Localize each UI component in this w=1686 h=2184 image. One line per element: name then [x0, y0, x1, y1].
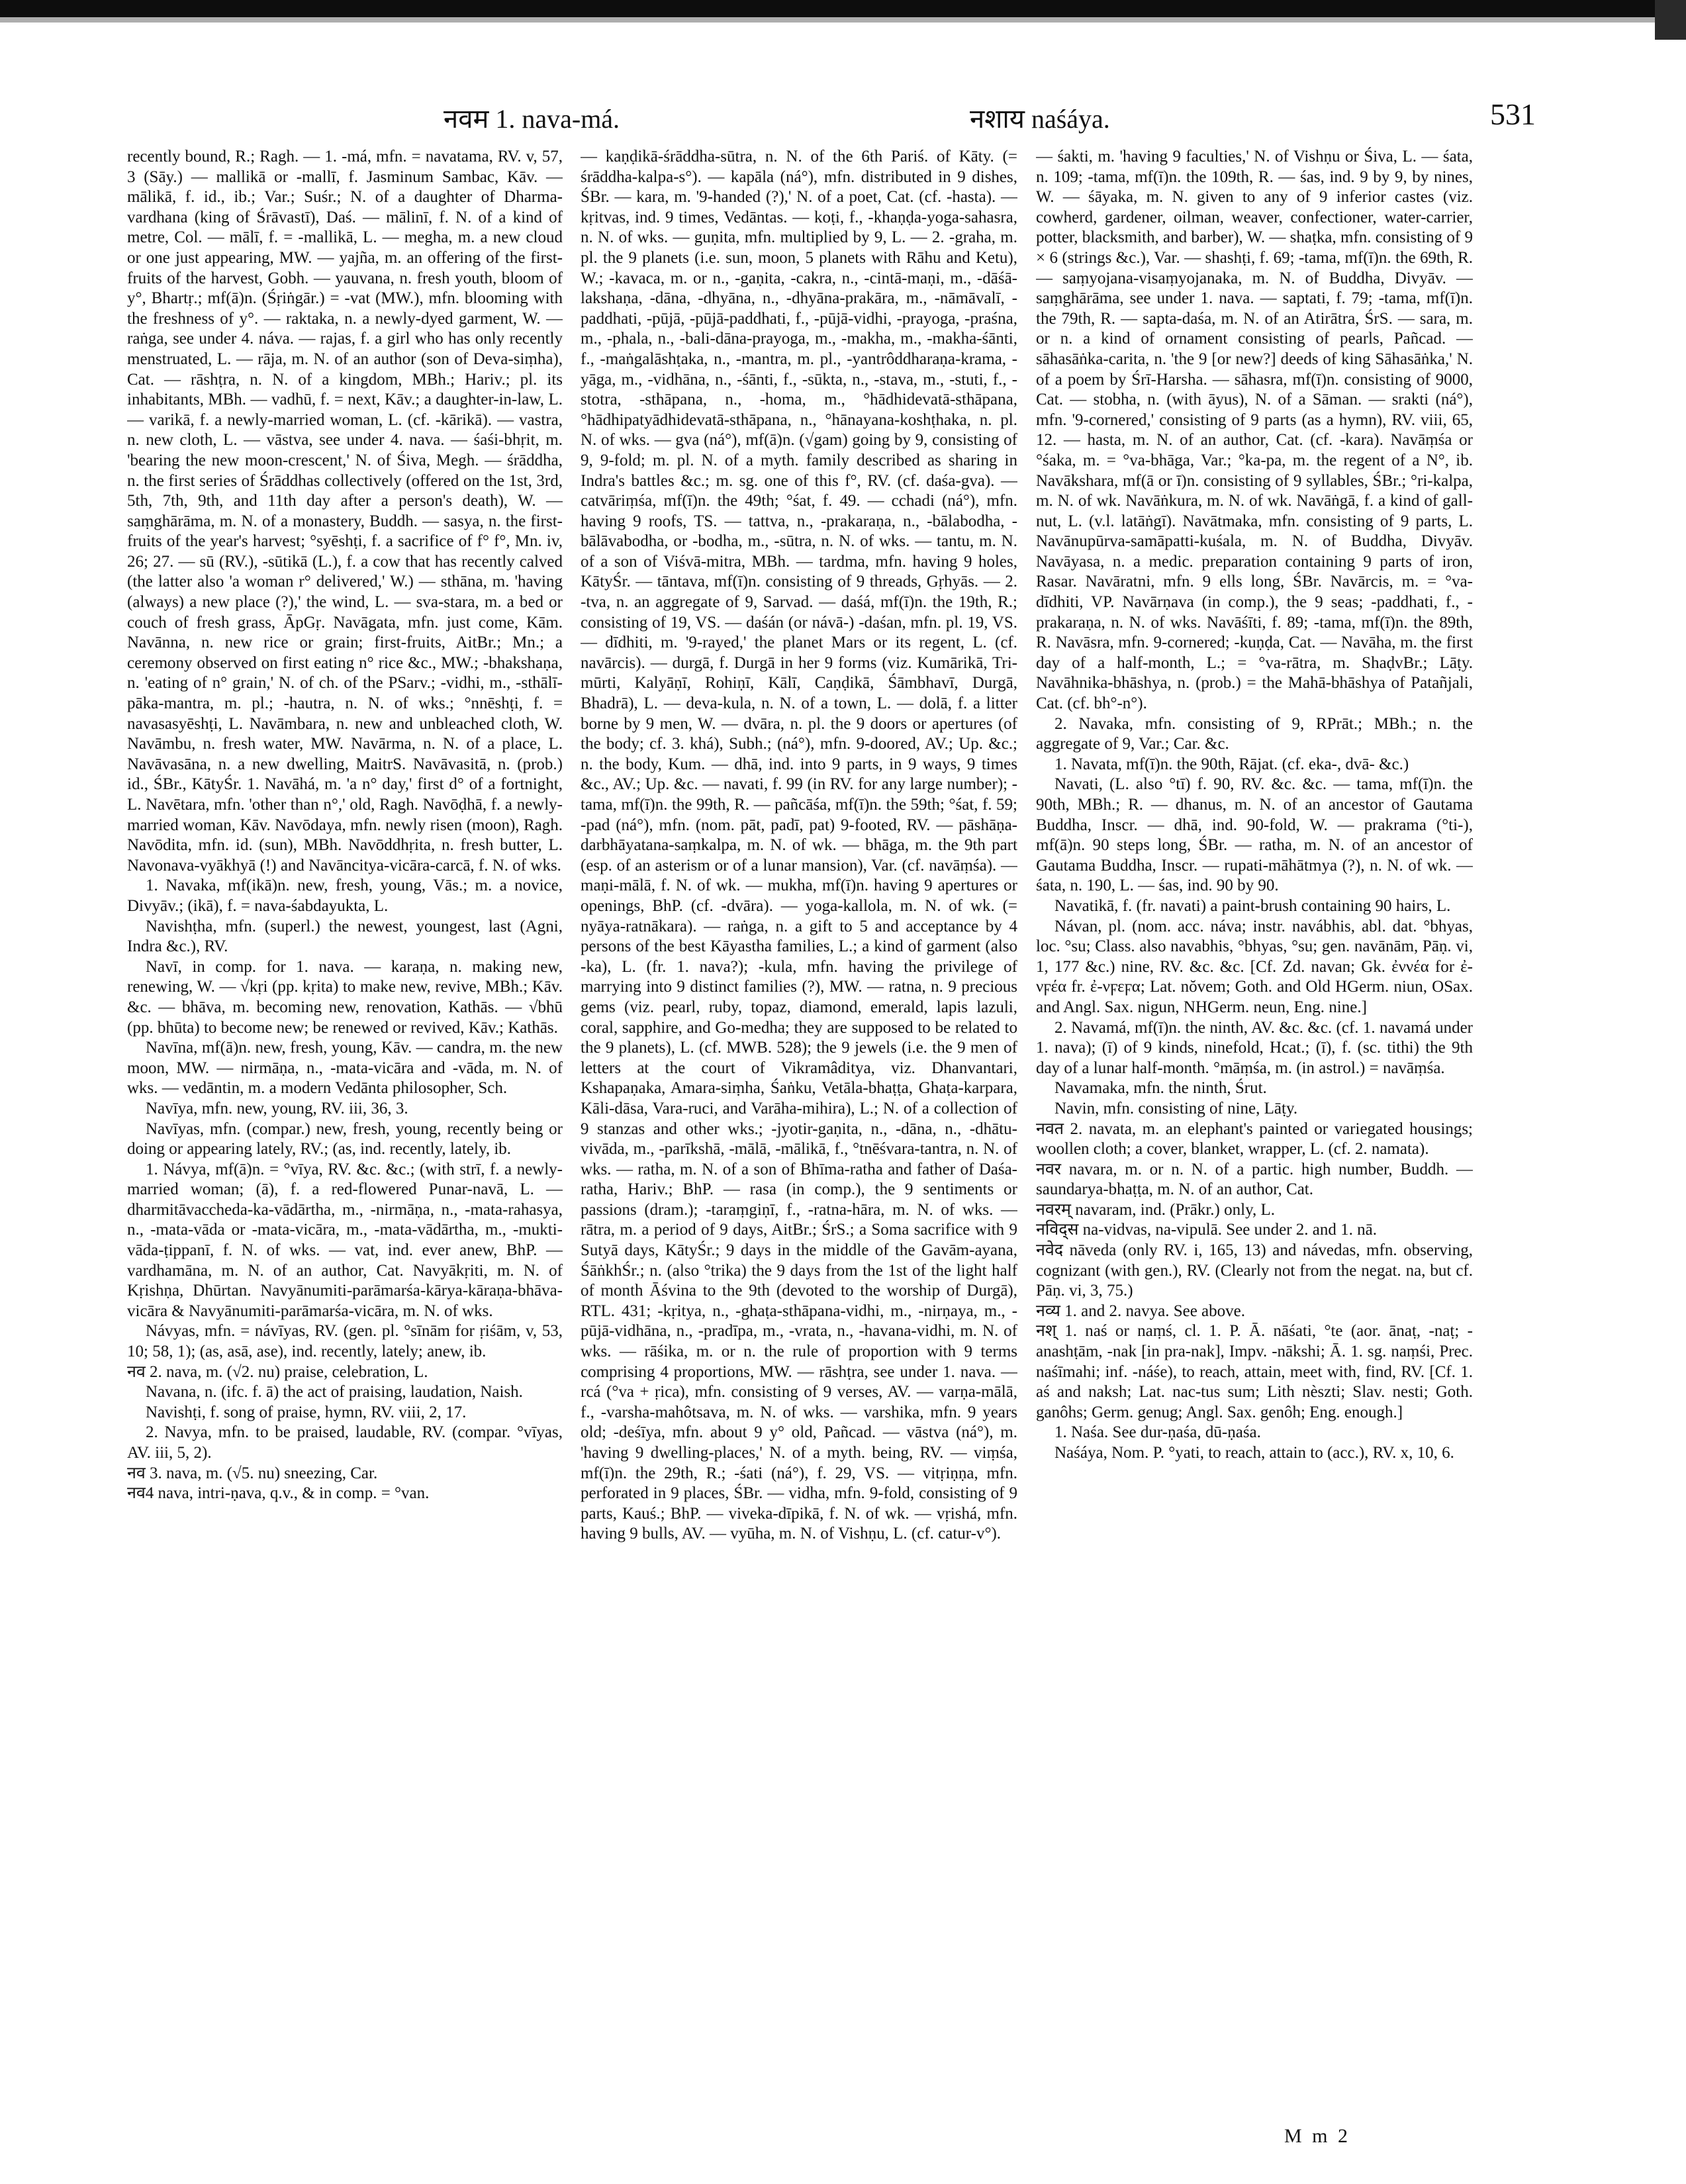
dictionary-entry: 2. Navaka, mfn. consisting of 9, RPrāt.; MBh.; n. the aggregate of 9, Var.; Car. &c.	[1036, 714, 1473, 753]
dictionary-entry: Navana, n. (ifc. f. ā) the act of praising, laudation, Naish.	[146, 1383, 523, 1401]
dictionary-entry: नवत 2. navata, m. an elephant's painted or variegated housings; woollen cloth; a cover, blanket, wrapper, L. (cf. 2. namata).	[1036, 1119, 1473, 1159]
dictionary-entry: नवेद nāveda (only RV. i, 165, 13) and návedas, mfn. observing, cognizant (with gen.), RV. (Clearly not from the negat. na, but cf. Pāṇ. vi, 3, 75.)	[1036, 1241, 1473, 1300]
dictionary-entry: 1. Naśa. See dur-ṇaśa, dū-ṇaśa.	[1054, 1423, 1261, 1442]
dictionary-entry: 1. Návya, mf(ā)n. = °vīya, RV. &c. &c.; (with strī, f. a newly-married woman; (ā), f. a red-flowered Punar-navā, L. — dharmitāvaccheda-ka-vādārtha, m., -nirmāṇa, n., -mata-rahasya, n., -mata-vāda or -mata-vicāra, m., -mata-vādārtha, m., -mukti-vāda-ṭippanī, f. N. of wks. — vat, ind. ever anew, BhP. — vardhamāna, m. N. of an author, Cat. Navyākṛiti, m. N. of Kṛishṇa, Dhūrtan. Navyānumiti-parāmarśa-kārya-kāraṇa-bhāva-vicāra & Navyānumiti-parāmarśa-vicāra, m. N. of wks.	[127, 1160, 563, 1320]
dictionary-column-2	[581, 147, 1017, 2123]
dictionary-entry: Naśáya, Nom. P. °yati, to reach, attain to (acc.), RV. x, 10, 6.	[1054, 1444, 1454, 1462]
dictionary-entry: recently bound, R.; Ragh. — 1. -má, mfn. = navatama, RV. v, 57, 3 (Sāy.) — mallikā or -mallī, f. Jasminum Sambac, Kāv. — mālikā, f. id., ib.; Var.; Suśr.; N. of a daughter of Dharma-vardhana (king of Śrāvastī), Daś. — mālinī, f. N. of a kind of metre, Col. — mālī, f. = -mallikā, L. — megha, m. a new cloud or one just appearing, MW. — yajña, m. an offering of the first-fruits of the harvest, Gobh. — yauvana, n. fresh youth, bloom of y°, Bhartṛ.; mf(ā)n. (Śṛiṅgār.) = -vat (MW.), mfn. blooming with the freshness of y°. — raktaka, n. a newly-dyed garment, W. — raṅga, see under 4. náva. — rajas, f. a girl who has only recently menstruated, L. — rāja, m. N. of an author (son of Deva-siṃha), Cat. — rāshṭra, n. N. of a kingdom, MBh.; Hariv.; pl. its inhabitants, MBh. — vadhū, f. = next, Kāv.; a daughter-in-law, L. — varikā, f. a newly-married woman, L. (cf. -kārikā). — vastra, n. new cloth, L. — vāstva, see under 4. nava. — śaśi-bhṛit, m. 'bearing the new moon-crescent,' N. of Śiva, Megh. — śrāddha, n. the first series of Śrāddhas collectively (offered on the 1st, 3rd, 5th, 7th, 9th, and 11th day after a person's death), W. — saṃghārāma, m. N. of a monastery, Buddh. — sasya, n. the first-fruits of the year's harvest; °syēshṭi, f. a sacrifice of f° f°, Mn. iv, 26; 27. — sū (RV.), -sūtikā (L.), f. a cow that has recently calved (the latter also 'a woman r° delivered,' W.) — sthāna, m. 'having (always) a new place (?),' the wind, L. — sva-stara, m. a bed or couch of fresh grass, ĀpGṛ. Navāgata, mfn. just come, Kām. Navānna, n. new rice or grain; first-fruits, AitBr.; Mn.; a ceremony observed on first eating n° rice &c., MW.; -bhakshaṇa, n. 'eating of n° grain,' N. of ch. of the PSarv.; -vidhi, m., -sthālī-pāka-mantra, m. pl.; -hautra, n. N. of wks.; °nnēshṭi, f. = navasasyēshṭi, L. Navāmbara, n. new and unbleached cloth, W. Navāmbu, n. fresh water, MW. Navārma, n. N. of a place, L. Navāvasāna, n. a new dwelling, MaitrS. Navāvasitā, n. (prob.) id., ŚBr., KātyŚr. 1. Navāhá, m. 'a n° day,' first d° of a fortnight, L. Navētara, mfn. 'other than n°,' old, Ragh. Navōḍhā, f. a newly-married woman, Kāv. Navōdaya, mfn. newly risen (moon), Ragh. Navōdita, mfn. id. (sun), MBh. Navōddhṛita, n. fresh butter, L. Navonava-vyākhyā (!) and Navāncitya-vicāra-carcā, f. N. of wks.	[127, 148, 563, 875]
dictionary-entry: 2. Navamá, mf(ī)n. the ninth, AV. &c. &c. (cf. 1. navamá under 1. nava); (ī) of 9 kinds, ninefold, Hcat.; (ī), f. (sc. tithi) the 9th day of a lunar half-month. °māṃśa, m. (in astrol.) = navāṃśa.	[1036, 1018, 1473, 1077]
signature-mark: M m 2	[1284, 2125, 1351, 2147]
dictionary-entry: Návan, pl. (nom. acc. náva; instr. navábhis, abl. dat. °bhyas, loc. °su; Class. also navabhis, °bhyas, °su; gen. navānām, Pāṇ. vi, 1, 177 &c.) nine, RV. &c. &c. [Cf. Zd. navan; Gk. ἐννέα for ἐ-νϝέα fr. ἐ-νϝεϝα; Lat. nŏvem; Goth. and Old HGerm. niun, OSax. and Angl. Sax. nigun, NHGerm. neun, Eng. nine.]	[1036, 917, 1473, 1016]
dictionary-entry: 2. Navya, mfn. to be praised, laudable, RV. (compar. °vīyas, AV. iii, 5, 2).	[127, 1423, 563, 1462]
dictionary-entry: नव्य 1. and 2. navya. See above.	[1036, 1302, 1246, 1320]
page-header	[126, 99, 1536, 139]
left-running-headword: नवम 1. nava-má.	[444, 104, 620, 134]
page-number: 531	[1490, 97, 1536, 131]
dictionary-column-1	[127, 147, 563, 2123]
dictionary-entry: 1. Navata, mf(ī)n. the 90th, Rājat. (cf. eka-, dvā- &c.)	[1054, 755, 1409, 773]
dictionary-entry: नवर navara, m. or n. N. of a partic. high number, Buddh. — saundarya-bhaṭṭa, m. N. of an author, Cat.	[1036, 1160, 1473, 1199]
dictionary-entry: नश् 1. naś or naṃś, cl. 1. P. Ā. nāśati, °te (aor. ānaṭ, -naṭ; -anashṭām, -nak [in pra-nak], Impv. -nākshi; Ā. 1. sg. naṃśi, Prec. naśīmahi; inf. -náśe), to reach, attain, meet with, find, RV. [Cf. 1. aś and naksh; Lat. nac-tus sum; Lith nèszti; Slav. nesti; Goth. ganôhs; Germ. genug; Angl. Sax. genôh; Eng. enough.]	[1036, 1322, 1473, 1421]
dictionary-entry: Navati, (L. also °tī) f. 90, RV. &c. &c. — tama, mf(ī)n. the 90th, MBh.; R. — dhanus, m. N. of an ancestor of Gautama Buddha, Inscr. — dhā, ind. 90-fold, W. — prakrama (°ti-), mf(ā)n. 90 steps long, ŚBr. — ratha, m. N. of an ancestor of Gautama Buddha, Inscr. — rupati-māhātmya (?), n. N. of wk. — śata, n. 190, L. — śas, ind. 90 by 90.	[1036, 775, 1473, 895]
dictionary-entry: Navī, in comp. for 1. nava. — karaṇa, n. making new, renewing, W. — √kṛi (pp. kṛita) to make new, revive, MBh.; Kāv. &c. — bhāva, m. becoming new, renovation, Kathās. — √bhū (pp. bhūta) to become new; be renewed or revived, Kāv.; Kathās.	[127, 957, 563, 1037]
dictionary-entry: Navīya, mfn. new, young, RV. iii, 36, 3.	[146, 1099, 408, 1117]
dictionary-entry: नव4 nava, intri-ṇava, q.v., & in comp. = °van.	[127, 1484, 430, 1503]
dictionary-entry: Navīyas, mfn. (compar.) new, fresh, young, recently being or doing or appearing lately, RV.; (as, ind. recently, lately, ib.	[127, 1119, 563, 1159]
dictionary-entry: — śakti, m. 'having 9 faculties,' N. of Vishṇu or Śiva, L. — śata, n. 109; -tama, mf(ī)n. the 109th, R. — śas, ind. 9 by 9, by nines, W. — śāyaka, m. N. given to any of 9 inferior castes (viz. cowherd, gardener, oilman, weaver, confectioner, water-carrier, potter, blacksmith, and barber), W. — shaṭka, mfn. consisting of 9 × 6 (strings &c.), Var. — shashṭi, f. 69; -tama, mf(ī)n. the 69th, R. — saṃyojana-visaṃyojanaka, m. N. of Buddha, Divyāv. — saṃghārāma, see under 1. nava. — saptati, f. 79; -tama, mf(ī)n. the 79th, R. — sapta-daśa, m. N. of an Atirātra, ŚrS. — sara, m. or n. a kind of ornament consisting of pearls, Pañcad. — sāhasāṅka-carita, n. 'the 9 [or new?] deeds of king Sāhasāṅka,' N. of a poem by Śrī-Harsha. — sāhasra, mf(ī)n. consisting of 9000, Cat. — stobha, n. (with āyus), N. of a Sāman. — srakti (ná°), mfn. '9-cornered,' consisting of 9 parts (as a hymn), RV. viii, 65, 12. — hasta, m. N. of an author, Cat. (cf. -kara). Navāṃśa or °śaka, m. = °va-bhāga, Var.; °ka-pa, m. the regent of a N°, ib. Navākshara, mf(ā or ī)n. consisting of 9 syllables, ŚBr.; °ri-kalpa, m. N. of wk. Navāṅkura, m. N. of wk. Navāṅgā, f. a kind of gall-nut, L. (v.l. latāṅgī). Navātmaka, mfn. consisting of 9 parts, L. Navānupūrva-samāpatti-kuśala, m. N. of Buddha, Divyāv. Navāyasa, n. a medic. preparation containing 9 parts of iron, Rasar. Navāratni, mfn. 9 ells long, ŚBr. Navārcis, m. = °va-dīdhiti, VP. Navārṇava (in comp.), the 9 seas; -paddhati, f., -prakaraṇa, n. N. of wks. Navāśīti, f. 89; -tama, mf(ī)n. the 89th, R. Navāsra, mfn. 9-cornered; -kuṇḍa, Cat. — Navāha, m. the first day of a half-month, L.; = °va-rātra, m. ShaḍvBr.; Lāṭy. Navāhnika-bhāshya, n. (prob.) = the Mahā-bhāshya of Patañjali, Cat. (cf. bh°-n°).	[1036, 148, 1473, 713]
scan-top-edge	[0, 17, 1686, 23]
dictionary-entry: नव 3. nava, m. (√5. nu) sneezing, Car.	[127, 1464, 378, 1482]
dictionary-entry: Navin, mfn. consisting of nine, Lāṭy.	[1054, 1099, 1298, 1117]
dictionary-entry: Navamaka, mfn. the ninth, Śrut.	[1054, 1079, 1267, 1098]
scan-mark	[1655, 0, 1686, 40]
dictionary-entry: 1. Navaka, mf(ikā)n. new, fresh, young, Vās.; m. a novice, Divyāv.; (ikā), f. = nava-śabdayukta, L.	[127, 877, 563, 915]
dictionary-entry: नविद्स na-vidvas, na-vipulā. See under 2. and 1. nā.	[1036, 1221, 1377, 1239]
scan-top-bar	[0, 0, 1686, 17]
right-running-headword: नशाय naśáya.	[970, 104, 1110, 134]
dictionary-column-3	[1036, 147, 1473, 2123]
dictionary-entry: Navishṭi, f. song of praise, hymn, RV. viii, 2, 17.	[146, 1403, 467, 1421]
dictionary-entry: Navīna, mf(ā)n. new, fresh, young, Kāv. — candra, m. the new moon, MW. — nirmāṇa, n., -mata-vicāra and -vāda, m. N. of wks. — vedāntin, m. a modern Vedānta philosopher, Sch.	[127, 1039, 563, 1098]
dictionary-entry: Návyas, mfn. = návīyas, RV. (gen. pl. °sīnām for ṛiśām, v, 53, 10; 58, 1); (as, asā, ase), ind. recently, lately; anew, ib.	[127, 1322, 563, 1361]
dictionary-entry: नव 2. nava, m. (√2. nu) praise, celebration, L.	[127, 1362, 428, 1381]
dictionary-entry: Navatikā, f. (fr. navati) a paint-brush containing 90 hairs, L.	[1054, 896, 1451, 915]
dictionary-entry: Navishṭha, mfn. (superl.) the newest, youngest, last (Agni, Indra &c.), RV.	[127, 917, 563, 956]
dictionary-entry: नवरम् navaram, ind. (Prākr.) only, L.	[1036, 1200, 1275, 1219]
dictionary-entry: — kaṇḍikā-śrāddha-sūtra, n. N. of the 6th Pariś. of Kāty. (= śrāddha-kalpa-s°). — kapāla (ná°), mfn. distributed in 9 dishes, ŚBr. — kara, m. '9-handed (?),' N. of a poet, Cat. (cf. -hasta). — kṛitvas, ind. 9 times, Vedāntas. — koṭi, f., -khaṇḍa-yoga-sahasra, n. N. of wks. — guṇita, mfn. multiplied by 9, L. — 2. -graha, m. pl. the 9 planets (i.e. sun, moon, 5 planets with Rāhu and Ketu), W.; -kavaca, m. or n., -gaṇita, -cakra, n., -cintā-maṇi, m., -dāśā-lakshaṇa, -dāna, -dhyāna, n., -dhyāna-prakāra, m., -nāmāvalī, -paddhati, -pūjā, -pūjā-paddhati, f., -pūjā-vidhi, -prayoga, -praśna, m., -phala, n., -bali-dāna-prayoga, m., -makha, m., -makha-śānti, f., -maṅgalāshṭaka, n., -mantra, m. pl., -yantrôddharaṇa-krama, -yāga, m., -vidhāna, n., -śānti, f., -sūkta, n., -stava, m., -stuti, f., -stotra, -sthāpana, n., -homa, m., °hādhidevatā-sthāpana, °hādhipatyādhidevatā-sthāpana, n., °hānayana-koshṭhaka, n. pl. N. of wks. — gva (ná°), mf(ā)n. (√gam) going by 9, consisting of 9, 9-fold; m. pl. N. of a myth. family described as sharing in Indra's battles &c.; m. sg. one of this f°, RV. (cf. daśa-gva). — catvāriṃśa, mf(ī)n. the 49th; °śat, f. 49. — cchadi (ná°), mfn. having 9 roofs, TS. — tattva, n., -prakaraṇa, n., -bālabodha, -bālāvabodha, or -bodha, m., -sūtra, n. N. of wks. — tantu, m. N. of a son of Viśvā-mitra, MBh. — tardma, mfn. having 9 holes, KātyŚr. — tāntava, mf(ī)n. consisting of 9 threads, Gṛhyās. — 2. -tva, n. an aggregate of 9, Sarvad. — daśá, mf(ī)n. the 19th, R.; consisting of 19, VS. — daśán (or návā-) -daśan, mfn. pl. 19, VS. — dīdhiti, m. '9-rayed,' the planet Mars or its regent, L. (cf. navārcis). — durgā, f. Durgā in her 9 forms (viz. Kumārikā, Tri-mūrti, Kalyāṇī, Rohiṇī, Kālī, Caṇḍikā, Śāmbhavī, Durgā, Bhadrā), L. — deva-kula, n. N. of a town, L. — dolā, f. a litter borne by 9 men, W. — dvāra, n. pl. the 9 doors or apertures (of the body; cf. 3. khá), Subh.; (ná°), mfn. 9-doored, AV.; Up. &c.; n. the body, Kum. — dhā, ind. into 9 parts, in 9 ways, 9 times &c., AV.; Up. &c. — navati, f. 99 (in RV. for any large number); -tama, mf(ī)n. the 99th, R. — pañcāśa, mf(ī)n. the 59th; °śat, f. 59; -pad (ná°), mfn. (nom. pāt, padī, pat) 9-footed, RV. — pāshāṇa-darbhāyatana-saṃkalpa, m. N. of wk. — bhāga, m. the 9th part (esp. of an asterism or of a lunar mansion), Var. (cf. navāṃśa). — maṇi-mālā, f. N. of wk. — mukha, mf(ī)n. having 9 apertures or openings, BhP. (cf. -dvāra). — yoga-kallola, m. N. of wk. (= nyāya-ratnākara). — raṅga, n. a gift to 5 and acceptance by 4 persons of the best Kāyastha families, L.; a kind of garment (also -ka), L. (fr. 1. nava?); -kula, mfn. having the privilege of marrying into 9 distinct families (?), MW. — ratna, n. 9 precious gems (viz. pearl, ruby, topaz, diamond, emerald, lapis lazuli, coral, sapphire, and Go-medha; they are supposed to be related to the 9 planets), L. (cf. MWB. 528); the 9 jewels (i.e. the 9 men of letters at the court of Vikramâditya, viz. Dhanvantari, Kshapaṇaka, Amara-siṃha, Śaṅku, Vetāla-bhaṭṭa, Ghaṭa-karpara, Kāli-dāsa, Vara-ruci, and Varāha-mihira), L.; N. of a collection of 9 stanzas and other wks.; -jyotir-gaṇita, n., -dāna, n., -dhātu-vivāda, m., -parīkshā, -mālā, -mālikā, f., °tnēśvara-tantra, n. N. of wks. — ratha, m. N. of a son of Bhīma-ratha and father of Daśa-ratha, Hariv.; BhP. — rasa (in comp.), the 9 sentiments or passions (dram.); -taraṃgiṇī, f., -ratna-hāra, m. N. of wks. — rātra, m. a period of 9 days, AitBr.; ŚrS.; a Soma sacrifice with 9 Sutyā days, KātyŚr.; 9 days in the middle of the Gavām-ayana, ŚāṅkhŚr.; n. (also °trika) the 9 days from the 1st of the light half of month Āśvina to the 9th (devoted to the worship of Durgā), RTL. 431; -kṛitya, n., -ghaṭa-sthāpana-vidhi, m., -nirṇaya, m., -pūjā-vidhāna, n., -pradīpa, m., -vrata, n., -havana-vidhi, m. N. of wks. — rāśika, m. or n. the rule of proportion with 9 terms comprising 4 proportions, MW. — rāshṭra, see under 1. nava. — rcá (°va + ṛica), mfn. consisting of 9 verses, AV. — varṇa-mālā, f., -varsha-mahôtsava, m. N. of wks. — varshika, mfn. 9 years old; -deśīya, mfn. about 9 y° old, Pañcad. — vāstva (ná°), m. 'having 9 dwelling-places,' N. of a myth. being, RV. — viṃśa, mf(ī)n. the 29th, R.; -śati (ná°), f. 29, VS. — vitṛiṇṇa, mfn. perforated in 9 places, ŚBr. — vidha, mfn. 9-fold, consisting of 9 parts, Kauś.; BhP. — viveka-dīpikā, f. N. of wk. — vṛishá, mfn. having 9 bulls, AV. — vyūha, m. N. of Vishṇu, L. (cf. catur-v°).	[581, 148, 1017, 1543]
